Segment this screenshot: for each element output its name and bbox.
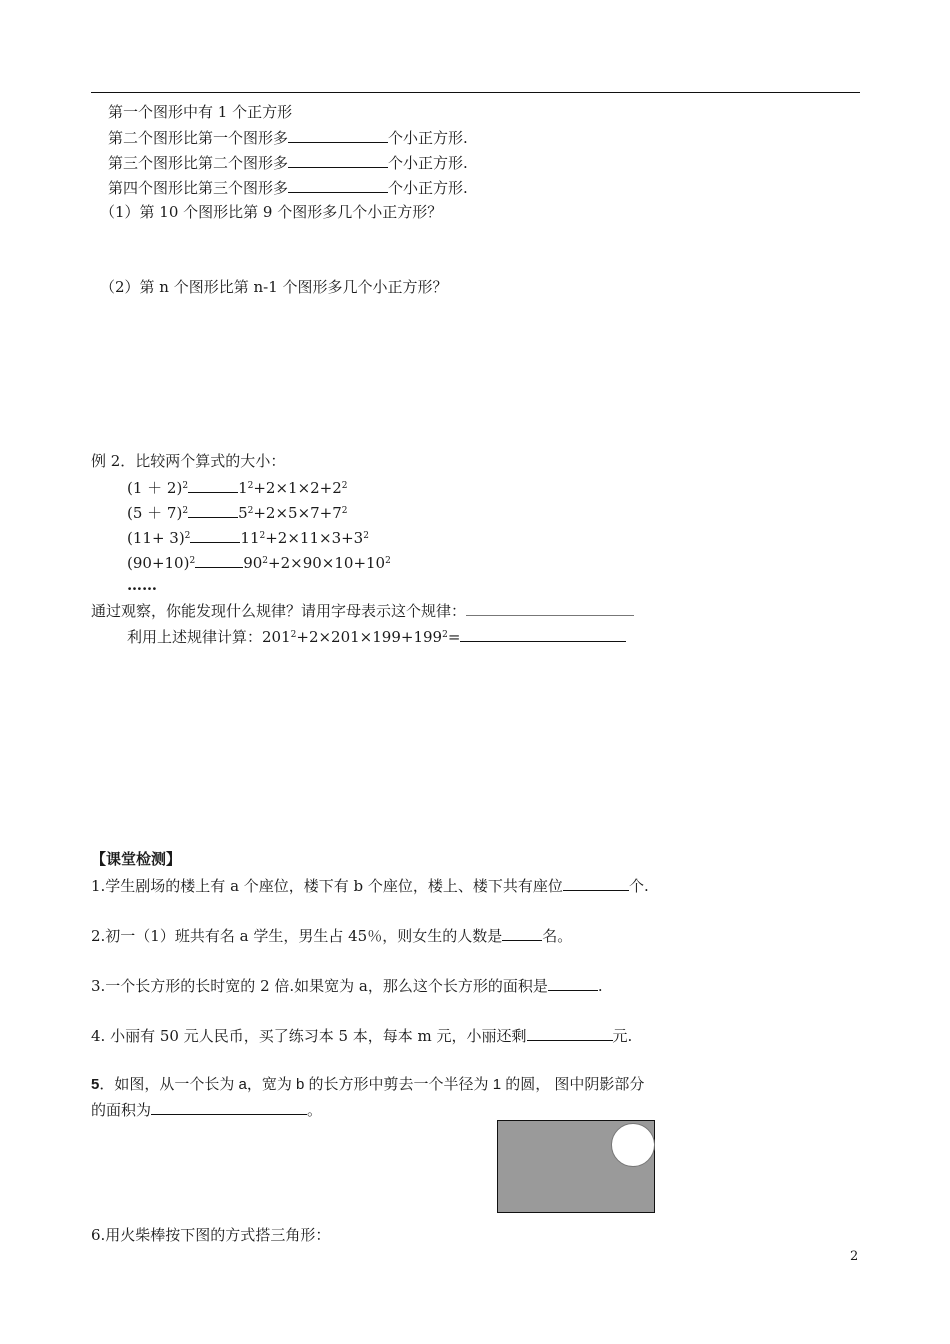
row2-left: (5 ＋ 7)	[127, 504, 183, 522]
row4-right-a: 90	[243, 554, 263, 572]
row3-right-b-exp: 2	[363, 531, 369, 541]
section-item-1	[91, 876, 649, 895]
q1-line1-blank[interactable]	[288, 128, 388, 143]
item5-suffix: 。	[307, 1101, 323, 1119]
q1-sub2: （2）第 n 个图形比第 n-1 个图形多几个小正方形？	[100, 278, 448, 296]
item1-suffix: 个.	[628, 877, 649, 895]
item1-text: 1.学生剧场的楼上有 a 个座位，楼下有 b 个座位，楼上、楼下共有座位	[91, 877, 563, 895]
row1-left: (1 ＋ 2)	[127, 479, 183, 497]
section-item-3	[91, 976, 603, 995]
row2-right-a: 5	[238, 504, 248, 522]
observe-blank[interactable]	[466, 601, 634, 616]
row2-right-b-exp: 2	[341, 506, 348, 516]
row1-left-exp: 2	[182, 481, 189, 491]
item5-text: ．如图，从一个长为 a，宽为 b 的长方形中剪去一个半径为 1 的圆， 图中阴影部分	[99, 1076, 645, 1093]
section-title: 【课堂检测】	[91, 850, 182, 868]
q1-line3-text: 第四个图形比第三个图形多	[108, 179, 289, 197]
q1-line1	[108, 128, 468, 147]
row3-blank[interactable]	[190, 528, 240, 543]
row2-right-b: +2×5×7+7	[253, 504, 342, 522]
item5-line2-text: 的面积为	[91, 1101, 152, 1119]
q1-line2-suffix: 个小正方形.	[388, 154, 468, 172]
section-item-6: 6.用火柴棒按下图的方式搭三角形：	[91, 1226, 331, 1244]
row1-right-a: 1	[238, 479, 248, 497]
row3-left-exp: 2	[184, 531, 191, 541]
row3-right-a-exp: 2	[259, 531, 266, 541]
row4-left: (90+10)	[127, 554, 190, 572]
row1-right-b: +2×1×2+2	[253, 479, 342, 497]
q1-line3-blank[interactable]	[288, 178, 388, 193]
row1-right-b-exp: 2	[341, 481, 348, 491]
example2-observe	[91, 601, 634, 620]
item2-blank[interactable]	[502, 926, 542, 941]
q1-line0: 第一个图形中有 1 个正方形	[108, 103, 293, 121]
example2-row-4	[127, 553, 391, 572]
calc-post: =	[447, 628, 461, 646]
q1-line3-suffix: 个小正方形.	[388, 179, 468, 197]
calc-exp-2: 2	[442, 630, 448, 640]
row4-blank[interactable]	[195, 553, 243, 568]
row1-blank[interactable]	[188, 478, 238, 493]
row3-right-a: 11	[240, 529, 260, 547]
item3-suffix: .	[597, 977, 603, 995]
example2-row-3	[127, 528, 369, 547]
row4-right-b: +2×90×10+10	[268, 554, 386, 572]
circle-cutout	[611, 1123, 655, 1167]
q1-line2	[108, 153, 468, 172]
example2-ellipsis: ……	[127, 576, 157, 594]
q1-sub1: （1）第 10 个图形比第 9 个图形多几个小正方形？	[100, 203, 443, 221]
item5-number: 5	[91, 1076, 100, 1093]
row1-right-a-exp: 2	[247, 481, 254, 491]
item2-suffix: 名。	[542, 927, 573, 945]
header-rule	[91, 92, 860, 93]
rectangle-figure	[497, 1120, 655, 1213]
section-item-5-line1	[91, 1076, 644, 1094]
example2-row-2	[127, 503, 348, 522]
row4-right-a-exp: 2	[262, 556, 269, 566]
item4-text: 4. 小丽有 50 元人民币，买了练习本 5 本，每本 m 元，小丽还剩	[91, 1027, 527, 1045]
calc-blank[interactable]	[460, 627, 626, 642]
row4-left-exp: 2	[189, 556, 196, 566]
example2-calc	[127, 627, 626, 646]
item4-suffix: 元.	[612, 1027, 633, 1045]
q1-line2-text: 第三个图形比第二个图形多	[108, 154, 289, 172]
section-item-2	[91, 926, 572, 945]
q1-line1-text: 第二个图形比第一个图形多	[108, 129, 289, 147]
q1-line3	[108, 178, 468, 197]
section-item-5-line2	[91, 1100, 322, 1119]
row2-right-a-exp: 2	[247, 506, 254, 516]
example2-title: 例 2．比较两个算式的大小：	[91, 452, 286, 470]
item3-blank[interactable]	[548, 976, 598, 991]
row2-blank[interactable]	[188, 503, 238, 518]
row3-left: (11+ 3)	[127, 529, 185, 547]
item2-text: 2.初一（1）班共有名 a 学生，男生占 45％，则女生的人数是	[91, 927, 503, 945]
section-item-4	[91, 1026, 632, 1045]
observe-text: 通过观察，你能发现什么规律？请用字母表示这个规律：	[91, 602, 467, 620]
calc-pre: 利用上述规律计算：201	[127, 628, 291, 646]
page-number: 2	[850, 1249, 859, 1264]
item3-text: 3.一个长方形的长时宽的 2 倍.如果宽为 a，那么这个长方形的面积是	[91, 977, 548, 995]
q1-line2-blank[interactable]	[288, 153, 388, 168]
calc-exp-1: 2	[290, 630, 297, 640]
calc-mid: +2×201×199+199	[296, 628, 443, 646]
row2-left-exp: 2	[182, 506, 189, 516]
row3-right-b: +2×11×3+3	[265, 529, 364, 547]
item5-blank[interactable]	[151, 1100, 307, 1115]
example2-row-1	[127, 478, 348, 497]
q1-line1-suffix: 个小正方形.	[388, 129, 468, 147]
row4-right-b-exp: 2	[385, 556, 391, 566]
item1-blank[interactable]	[563, 876, 629, 891]
item4-blank[interactable]	[527, 1026, 613, 1041]
